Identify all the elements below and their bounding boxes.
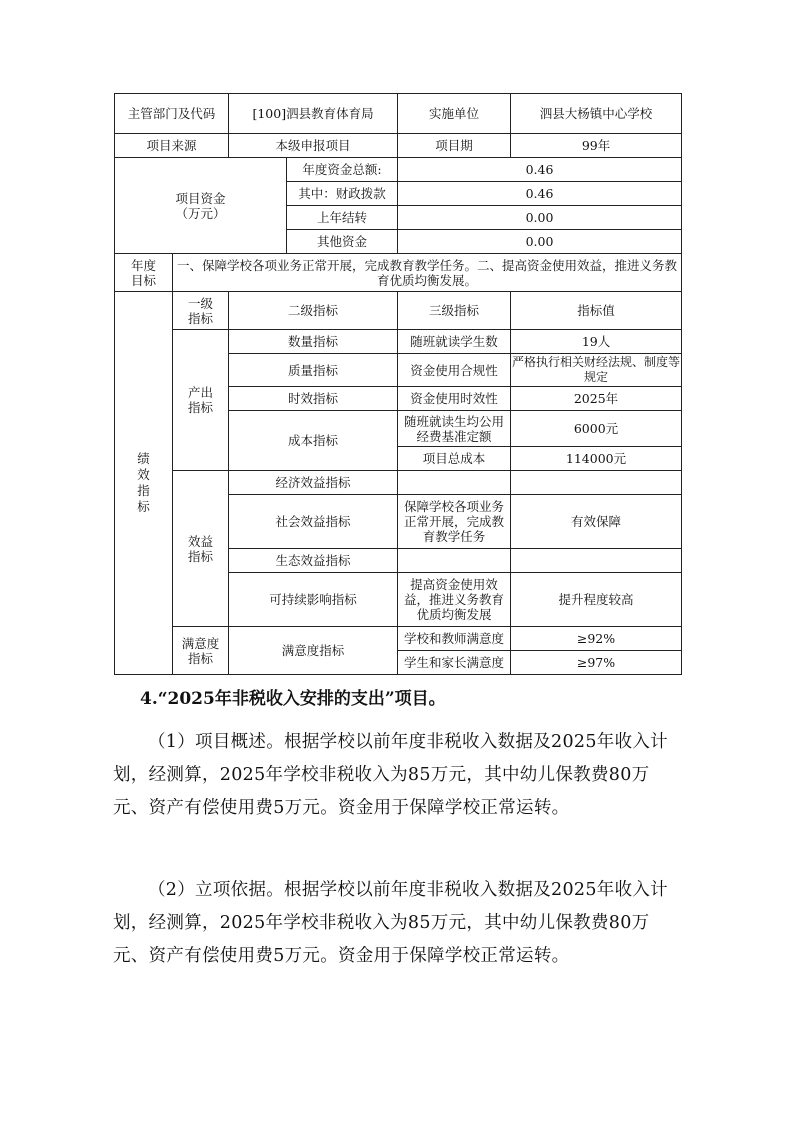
table-row: [115, 330, 682, 354]
value-cell: ≥97%: [511, 651, 682, 675]
header-l3: 三级指标: [398, 292, 511, 330]
fiscal-value: 0.46: [398, 182, 682, 206]
table-row: [115, 134, 682, 158]
other-value: 0.00: [398, 230, 682, 254]
carry-label: 上年结转: [287, 206, 398, 230]
table-row: [115, 292, 682, 330]
l2-cell: 数量指标: [229, 330, 398, 354]
dept-value: [100]泗县教育体育局: [229, 94, 398, 134]
l3-cell: 保障学校各项业务正常开展，完成教育教学任务: [398, 495, 511, 549]
paragraph-overview: （1）项目概述。根据学校以前年度非税收入数据及2025年收入计划，经测算，2025年学校非税收入为85万元，其中幼儿保教费80万元、资产有偿使用费5万元。资金用于保障学校正常运转。: [113, 732, 668, 818]
value-cell: [511, 471, 682, 495]
paragraph-basis: （2）立项依据。根据学校以前年度非税收入数据及2025年收入计划，经测算，2025年学校非税收入为85万元，其中幼儿保教费80万元、资产有偿使用费5万元。资金用于保障学校正常运转。: [113, 880, 668, 966]
carry-value: 0.00: [398, 206, 682, 230]
satisfaction-label: [173, 627, 229, 675]
goal-text: 一、保障学校各项业务正常开展，完成教育教学任务。二、提高资金使用效益，推进义务教育优质均衡发展。: [173, 254, 682, 292]
annual-label: 年度资金总额:: [287, 158, 398, 182]
funds-label: 项目资金 （万元）: [115, 158, 287, 254]
l3-cell: [398, 471, 511, 495]
unit-value: 泗县大杨镇中心学校: [511, 94, 682, 134]
l2-cell: 社会效益指标: [229, 495, 398, 549]
performance-table: [114, 93, 682, 675]
table-row: [115, 471, 682, 495]
l2-cell: 质量指标: [229, 354, 398, 387]
period-label: 项目期: [398, 134, 511, 158]
satisfaction-label-text: 满意度指标: [181, 635, 220, 666]
l3-cell: 随班就读学生数: [398, 330, 511, 354]
l3-cell: 随班就读生均公用经费基准定额: [398, 411, 511, 447]
value-cell: 114000元: [511, 447, 682, 471]
source-label: 项目来源: [115, 134, 229, 158]
l2-cell: 时效指标: [229, 387, 398, 411]
l3-cell: 项目总成本: [398, 447, 511, 471]
header-value: 指标值: [511, 292, 682, 330]
value-cell: 6000元: [511, 411, 682, 447]
value-cell: 提升程度较高: [511, 573, 682, 627]
l3-cell: 资金使用合规性: [398, 354, 511, 387]
goal-label: [115, 254, 173, 292]
perf-label: [115, 292, 173, 675]
header-l1-text: 一级指标: [187, 295, 213, 326]
header-l2: 二级指标: [229, 292, 398, 330]
period-value: 99年: [511, 134, 682, 158]
goal-label-text: 年度目标: [130, 257, 156, 288]
value-cell: 严格执行相关财经法规、制度等规定: [511, 354, 682, 387]
l3-cell: 资金使用时效性: [398, 387, 511, 411]
l2-cell: 可持续影响指标: [229, 573, 398, 627]
l2-cell: 经济效益指标: [229, 471, 398, 495]
header-l1: [173, 292, 229, 330]
output-label: [173, 330, 229, 471]
section-heading: 4.“2025年非税收入安排的支出”项目。: [140, 689, 446, 709]
l3-cell: 学校和教师满意度: [398, 627, 511, 651]
value-cell: [511, 549, 682, 573]
l3-cell: [398, 549, 511, 573]
perf-label-text: 绩效指标: [137, 451, 150, 514]
table-row: [115, 94, 682, 134]
table-row: [115, 158, 682, 182]
value-cell: 19人: [511, 330, 682, 354]
dept-label: 主管部门及代码: [115, 94, 229, 134]
l2-cell: 满意度指标: [229, 627, 398, 675]
table-row: [115, 254, 682, 292]
value-cell: 2025年: [511, 387, 682, 411]
l2-cell: 生态效益指标: [229, 549, 398, 573]
table-row: [115, 627, 682, 651]
l2-cell: 成本指标: [229, 411, 398, 471]
benefit-label-text: 效益指标: [187, 533, 213, 564]
output-label-text: 产出指标: [187, 385, 213, 415]
source-value: 本级申报项目: [229, 134, 398, 158]
other-label: 其他资金: [287, 230, 398, 254]
annual-value: 0.46: [398, 158, 682, 182]
l3-cell: 提高资金使用效益，推进义务教育优质均衡发展: [398, 573, 511, 627]
unit-label: 实施单位: [398, 94, 511, 134]
value-cell: ≥92%: [511, 627, 682, 651]
benefit-label: [173, 471, 229, 627]
l3-cell: 学生和家长满意度: [398, 651, 511, 675]
value-cell: 有效保障: [511, 495, 682, 549]
fiscal-label: 其中：财政拨款: [287, 182, 398, 206]
